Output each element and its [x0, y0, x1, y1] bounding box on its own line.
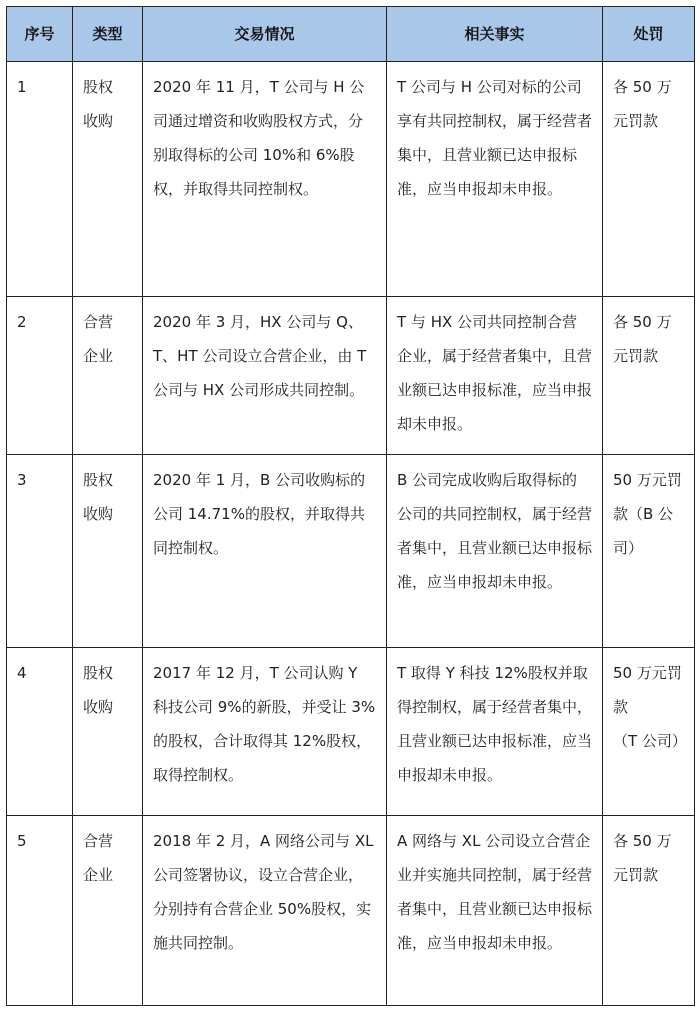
row-type: 合营 企业 — [73, 297, 143, 455]
row-number: 2 — [7, 297, 73, 455]
table-header-row — [7, 7, 695, 62]
row-transaction: 2017 年 12 月，T 公司认购 Y 科技公司 9%的新股，并受让 3%的股权，合计取得其 12%股权，取得控制权。 — [143, 648, 387, 816]
row-type: 合营 企业 — [73, 816, 143, 1006]
table-row — [7, 455, 695, 648]
row-transaction: 2020 年 3 月，HX 公司与 Q、T、HT 公司设立合营企业，由 T 公司与 HX 公司形成共同控制。 — [143, 297, 387, 455]
header-type: 类型 — [73, 7, 143, 62]
table-row — [7, 62, 695, 297]
row-transaction: 2020 年 11 月，T 公司与 H 公司通过增资和收购股权方式，分别取得标的公司 10%和 6%股权，并取得共同控制权。 — [143, 62, 387, 297]
penalty-cases-table — [6, 6, 695, 1006]
table-row — [7, 648, 695, 816]
row-transaction: 2018 年 2 月，A 网络公司与 XL 公司签署协议，设立合营企业，分别持有合营企业 50%股权，实施共同控制。 — [143, 816, 387, 1006]
header-transaction: 交易情况 — [143, 7, 387, 62]
row-type: 股权 收购 — [73, 62, 143, 297]
row-transaction: 2020 年 1 月，B 公司收购标的公司 14.71%的股权，并取得共同控制权。 — [143, 455, 387, 648]
row-type: 股权 收购 — [73, 455, 143, 648]
header-facts: 相关事实 — [387, 7, 603, 62]
row-number: 5 — [7, 816, 73, 1006]
row-penalty: 50 万元罚款 （T 公司） — [603, 648, 695, 816]
row-penalty: 各 50 万元罚款 — [603, 816, 695, 1006]
row-facts: T 与 HX 公司共同控制合营企业，属于经营者集中，且营业额已达申报标准，应当申报却未申报。 — [387, 297, 603, 455]
row-facts: T 取得 Y 科技 12%股权并取得控制权，属于经营者集中，且营业额已达申报标准，应当申报却未申报。 — [387, 648, 603, 816]
row-type: 股权 收购 — [73, 648, 143, 816]
row-number: 4 — [7, 648, 73, 816]
row-penalty: 各 50 万元罚款 — [603, 62, 695, 297]
row-number: 3 — [7, 455, 73, 648]
row-penalty: 50 万元罚款（B 公司） — [603, 455, 695, 648]
table-row — [7, 816, 695, 1006]
row-facts: B 公司完成收购后取得标的公司的共同控制权，属于经营者集中，且营业额已达申报标准，应当申报却未申报。 — [387, 455, 603, 648]
row-number: 1 — [7, 62, 73, 297]
header-serial-number: 序号 — [7, 7, 73, 62]
row-facts: T 公司与 H 公司对标的公司享有共同控制权，属于经营者集中，且营业额已达申报标准，应当申报却未申报。 — [387, 62, 603, 297]
header-penalty: 处罚 — [603, 7, 695, 62]
row-facts: A 网络与 XL 公司设立合营企业并实施共同控制，属于经营者集中，且营业额已达申报标准，应当申报却未申报。 — [387, 816, 603, 1006]
table-row — [7, 297, 695, 455]
row-penalty: 各 50 万元罚款 — [603, 297, 695, 455]
